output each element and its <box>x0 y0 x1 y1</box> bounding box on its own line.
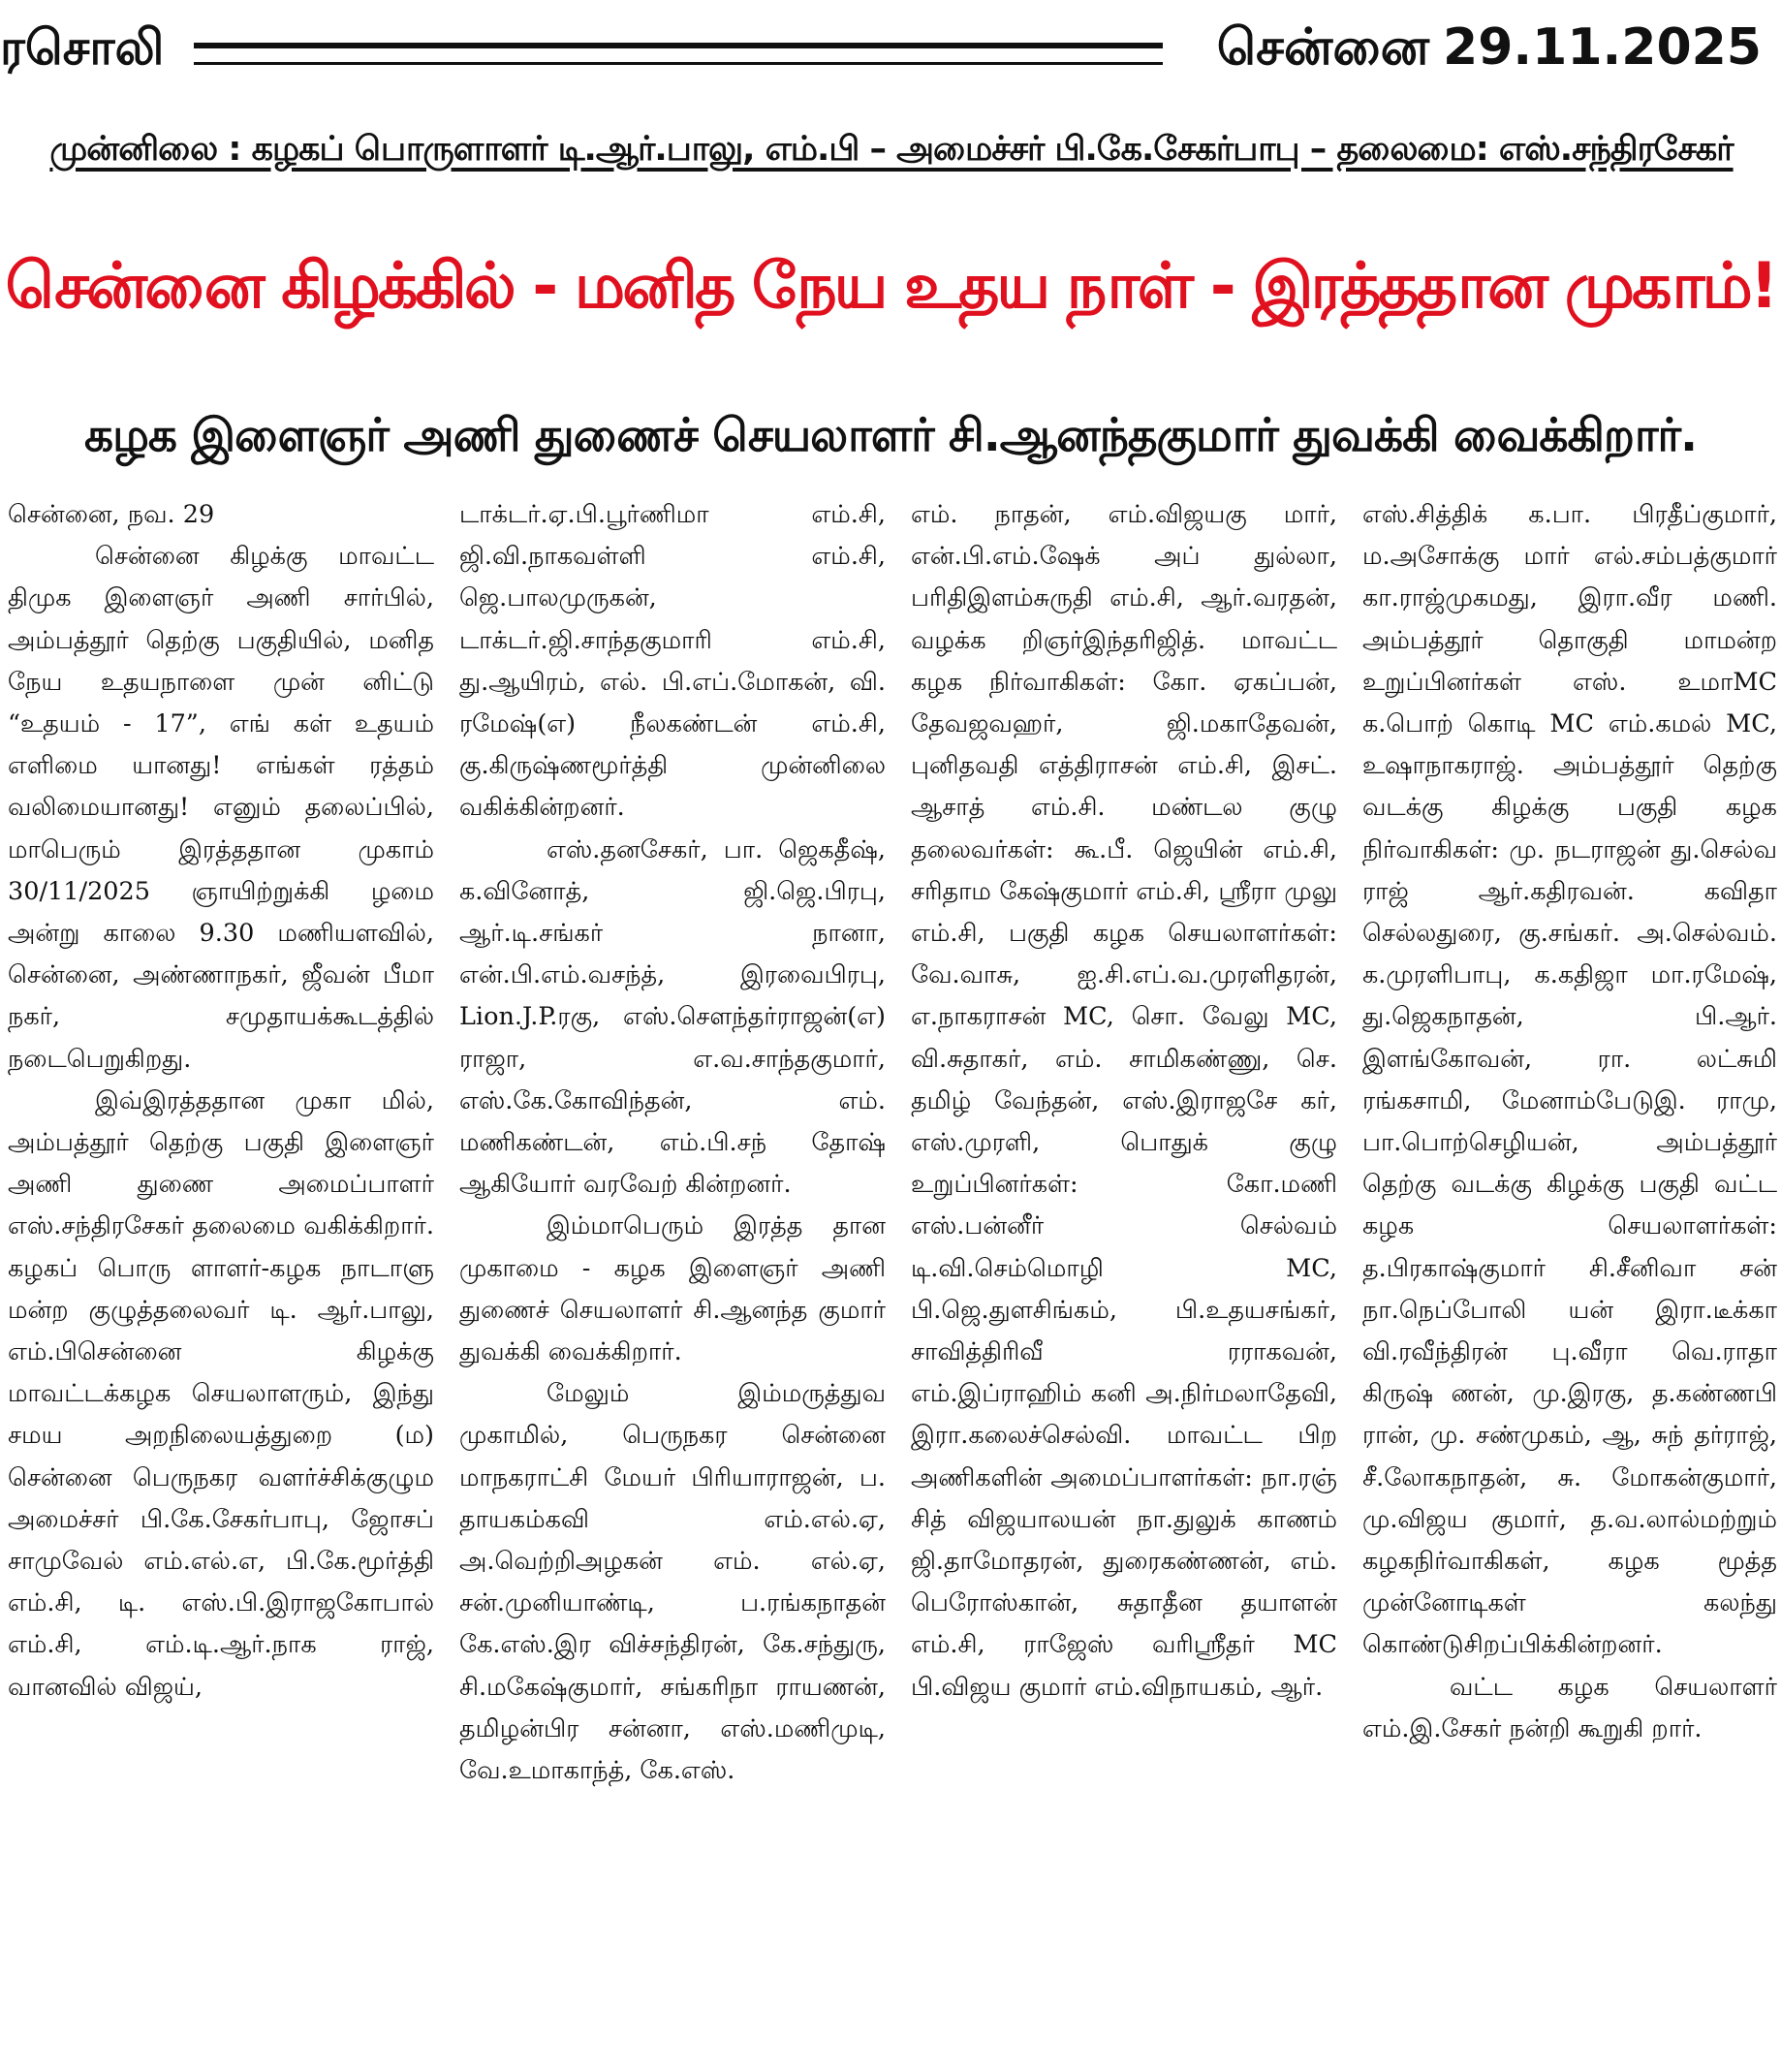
article-paragraph: எம். நாதன், எம்.விஜயகு மார், என்.பி.எம்.ஷேக் அப் துல்லா, பரிதிஇளம்சுருதி எம்.சி, ஆர்.வரதன், வழக்க றிஞர்இந்தரிஜித். மாவட்ட கழக நிர்வாகிகள்: கோ. ஏகப்பன், தேவஜவஹர், ஜி.மகாதேவன், புனிதவதி எத்திராசன் எம்.சி, இசட். ஆசாத் எம்.சி. மண்டல குழு தலைவர்கள்: கூ.பீ. ஜெயின் எம்.சி, சரிதாம கேஷ்குமார் எம்.சி, ஸ்ரீரா முலு எம்.சி, பகுதி கழக செயலாளர்கள்: வே.வாசு, ஐ.சி.எப்.வ.முரளிதரன், எ.நாகராசன் MC, சொ. வேலு MC, வி.சுதாகர், எம். சாமிகண்ணு, செ. தமிழ் வேந்தன், எஸ்.இராஜசே கர், எஸ்.முரளி, பொதுக் குழு உறுப்பினர்கள்: கோ.மணி எஸ்.பன்னீர் செல்வம் டி.வி.செம்மொழி MC, பி.ஜெ.துளசிங்கம், பி.உதயசங்கர், சாவித்திரிவீ ரராகவன், எம்.இப்ராஹிம் கனி அ.நிர்மலாதேவி, இரா.கலைச்செல்வி. மாவட்ட பிற அணிகளின் அமைப்பாளர்கள்: நா.ரஞ் சித் விஜயாலயன் நா.துலுக் காணம் ஜி.தாமோதரன், துரைகண்ணன், எம். பெரோஸ்கான், சுதாதீன தயாளன் எம்.சி, ராஜேஸ் வரிஸ்ரீதர் MC பி.விஜய குமார் எம்.விநாயகம், ஆர். <box>911 500 1337 1702</box>
article-paragraph: சென்னை கிழக்கு மாவட்ட திமுக இளைஞர் அணி சார்பில், அம்பத்தூர் தெற்கு பகுதியில், மனித நேய உதயநாளை முன் னிட்டு “உதயம் - 17”, எங் கள் உதயம் எளிமை யானது! எங்கள் ரத்தம் வலிமையானது! எனும் தலைப்பில், மாபெரும் இரத்ததான முகாம் 30/11/2025 ஞாயிற்றுக்கி ழமை அன்று காலை 9.30 மணியளவில், சென்னை, அண்ணாநகர், ஜீவன் பீமா நகர், சமுதாயக்கூடத்தில் நடைபெறுகிறது. <box>8 542 434 1074</box>
masthead <box>0 14 1781 81</box>
article-paragraph: இம்மாபெரும் இரத்த தான முகாமை - கழக இளைஞர் அணி துணைச் செயலாளர் சி.ஆனந்த குமார் துவக்கி வைக்கிறார். <box>459 1211 886 1367</box>
article-paragraph: மேலும் இம்மருத்துவ முகாமில், பெருநகர சென்னை மாநகராட்சி மேயர் பிரியாராஜன், ப. தாயகம்கவி எம்.எல்.ஏ, அ.வெற்றிஅழகன் எம். எல்.ஏ, சன்.முனியாண்டி, ப.ரங்கநாதன் கே.எஸ்.இர விச்சந்திரன், கே.சந்துரு, சி.மகேஷ்குமார், சங்கரிநா ராயணன், தமிழன்பிர சன்னா, எஸ்.மணிமுடி, வே.உமாகாந்த், கே.எஸ். <box>459 1379 886 1786</box>
sub-headline: கழக இளைஞர் அணி துணைச் செயலாளர் சி.ஆனந்தகுமார் துவக்கி வைக்கிறார். <box>84 409 1697 462</box>
article-column-4 <box>1362 494 1777 2055</box>
dateline <box>1203 14 1762 81</box>
article-paragraph: எஸ்.தனசேகர், பா. ஜெகதீஷ், க.வினோத், ஜி.ஜெ.பிரபு, ஆர்.டி.சங்கர் நானா, என்.பி.எம்.வசந்த், இரவைபிரபு, Lion.J.P.ரகு, எஸ்.சௌந்தர்ராஜன்(எ) ராஜா, எ.வ.சாந்தகுமார், எஸ்.கே.கோவிந்தன், எம். மணிகண்டன், எம்.பி.சந் தோஷ் ஆகியோர் வரவேற் கின்றனர். <box>459 834 886 1200</box>
article-paragraph: எஸ்.சித்திக் க.பா. பிரதீப்குமார், ம.அசோக்கு மார் எல்.சம்பத்குமார் கா.ராஜ்முகமது, இரா.வீர மணி. அம்பத்தூர் தொகுதி மாமன்ற உறுப்பினர்கள் எஸ். உமாMC க.பொற் கொடி MC எம்.கமல் MC, உஷாநாகராஜ். அம்பத்தூர் தெற்கு வடக்கு கிழக்கு பகுதி கழக நிர்வாகிகள்: மு. நடராஜன் து.செல்வ ராஜ் ஆர்.கதிரவன். கவிதா செல்லதுரை, கு.சங்கர். அ.செல்வம். க.முரளிபாபு, க.கதிஜா மா.ரமேஷ், து.ஜெகநாதன், பி.ஆர். இளங்கோவன், ரா. லட்சுமி ரங்கசாமி, மேனாம்பேடுஇ. ராமு, பா.பொற்செழியன், அம்பத்தூர் தெற்கு வடக்கு கிழக்கு பகுதி வட்ட கழக செயலாளர்கள்: த.பிரகாஷ்குமார் சி.சீனிவா சன் நா.நெப்போலி யன் இரா.டீக்கா வி.ரவீந்திரன் பு.வீரா வெ.ராதா கிருஷ் ணன், மு.இரகு, த.கண்ணபி ரான், மு. சண்முகம், ஆ, சுந் தர்ராஜ், சீ.லோகநாதன், சு. மோகன்குமார், மு.விஜய குமார், த.வ.லால்மற்றும் கழகநிர்வாகிகள், கழக மூத்த முன்னோடிகள் கலந்து கொண்டுசிறப்பிக்கின்றனர். <box>1362 500 1777 1660</box>
dateline-city: சென்னை <box>1216 18 1430 77</box>
presence-line: முன்னிலை : கழகப் பொருளாளர் டி.ஆர்.பாலு, எம்.பி – அமைச்சர் பி.கே.சேகர்பாபு – தலைமை: எஸ்.சந்திரசேகர் <box>49 130 1734 169</box>
dateline-date: 29.11.2025 <box>1443 18 1762 77</box>
newspaper-name: ரசொலி <box>0 19 165 76</box>
article-paragraph: இவ்இரத்ததான முகா மில், அம்பத்தூர் தெற்கு பகுதி இளைஞர் அணி துணை அமைப்பாளர் எஸ்.சந்திரசேகர் தலைமை வகிக்கிறார். கழகப் பொரு ளாளர்-கழக நாடாளு மன்ற குழுத்தலைவர் டி. ஆர்.பாலு, எம்.பிசென்னை கிழக்கு மாவட்டக்கழக செயலாளரும், இந்து சமய அறநிலையத்துறை (ம) சென்னை பெருநகர வளர்ச்சிக்குழும அமைச்சர் பி.கே.சேகர்பாபு, ஜோசப் சாமுவேல் எம்.எல்.எ, பி.கே.மூர்த்தி எம்.சி, டி. எஸ்.பி.இராஜகோபால் எம்.சி, எம்.டி.ஆர்.நாக ராஜ், வானவில் விஜய், <box>8 1085 434 1702</box>
masthead-rule <box>194 43 1163 65</box>
article-body <box>8 494 1777 2055</box>
article-paragraph: வட்ட கழக செயலாளர் எம்.இ.சேகர் நன்றி கூறுகி றார். <box>1362 1672 1777 1743</box>
article-column-1 <box>8 494 434 2055</box>
article-dateline: சென்னை, நவ. 29 <box>8 500 215 529</box>
main-headline: சென்னை கிழக்கில் - மனித நேய உதய நாள் - இரத்ததான முகாம்! <box>5 250 1776 323</box>
article-column-2 <box>459 494 886 2055</box>
article-column-3 <box>911 494 1337 2055</box>
article-paragraph: டாக்டர்.ஏ.பி.பூர்ணிமா எம்.சி, ஜி.வி.நாகவள்ளி எம்.சி, ஜெ.பாலமுருகன், டாக்டர்.ஜி.சாந்தகுமாரி எம்.சி, து.ஆயிரம், எல். பி.எப்.மோகன், வி. ரமேஷ்(எ) நீலகண்டன் எம்.சி, கு.கிருஷ்ணமூர்த்தி முன்னிலை வகிக்கின்றனர். <box>459 500 886 823</box>
